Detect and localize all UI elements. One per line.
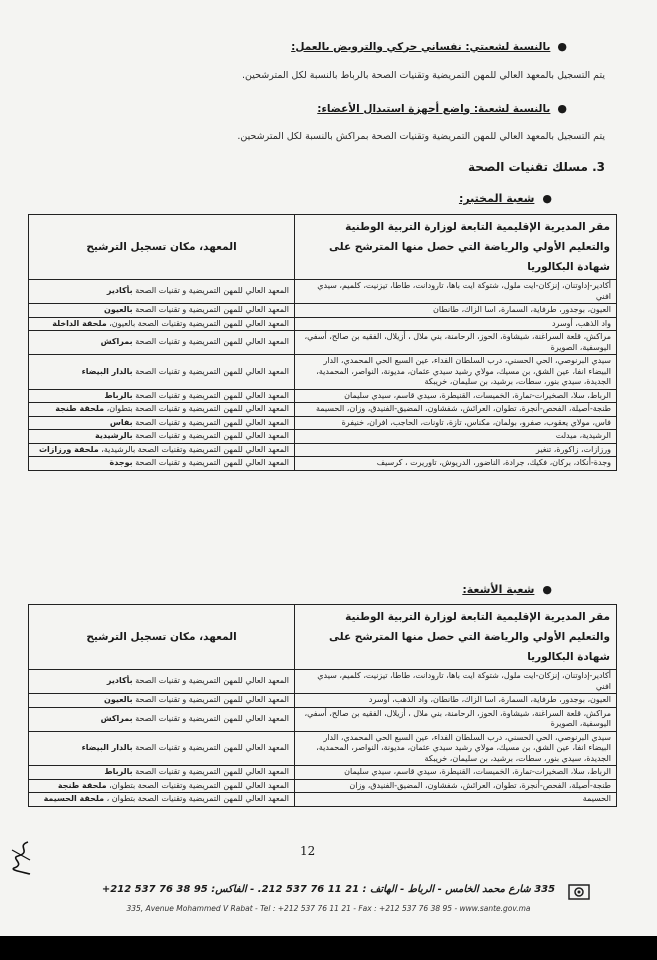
institute-name: المعهد العالي للمهن التمريضية و تقنيات الصحة — [135, 417, 289, 427]
institute-city: بالدار البيضاء — [81, 743, 133, 752]
institute-name: المعهد العالي للمهن التمريضية و تقنيات الصحة — [135, 305, 289, 314]
institute-name: المعهد العالي للمهن التمريضية و تقنيات الصحة — [135, 431, 289, 440]
institute-city: بالعيون — [104, 305, 133, 314]
institute-name: المعهد العالي للمهن التمريضية وتقنيات الصحة بالرشيدية، — [101, 444, 289, 454]
table-row — [29, 430, 617, 444]
header-institute: المعهد، مكان تسجيل الترشيح — [29, 605, 295, 670]
bullet-icon: ● — [542, 583, 552, 596]
directorates-cell: مراكش، قلعة السراغنة، شيشاوة، الحوز، الرحامنة، بني ملال ، أزيلال، الفقيه بن صالح، أسفي، اليوسفية، الصويرة — [295, 331, 617, 355]
institute-cell — [29, 355, 295, 390]
institute-cell — [29, 389, 295, 403]
lab-subtitle — [459, 192, 552, 205]
institute-name: المعهد العالي للمهن التمريضية و تقنيات الصحة بتطوان، — [106, 404, 289, 413]
directorates-cell: أكادير-إداوتنان، إنزكان-ايت ملول، شتوكة ايت باها، تارودانت، طاطا، تيزنيت، كلميم، سيدي افني — [295, 280, 617, 304]
table-row — [29, 389, 617, 403]
bullet-psychomotor-text: بالنسبة لشعبتي: نفساني حركي والترويض بالعمل: — [291, 40, 551, 53]
directorates-cell: الرباط، سلا، الصخيرات-تمارة، الخميسات، القنيطرة، سيدي قاسم، سيدي سليمان — [295, 766, 617, 780]
institute-name: المعهد العالي للمهن التمريضية و تقنيات الصحة — [135, 695, 289, 704]
bullet-icon: ● — [557, 40, 567, 53]
lab-table — [28, 214, 617, 471]
paragraph-prosthesis: يتم التسجيل بالمعهد العالي للمهن التمريضية وتقنيات الصحة بمراكش بالنسبة لكل المترشحين. — [237, 131, 605, 142]
directorates-cell: ورزازات، زاكورة، تنغير — [295, 443, 617, 457]
institute-cell — [29, 430, 295, 444]
institute-city: ملحقة طنجة — [57, 780, 107, 790]
radio-table — [28, 604, 617, 807]
institute-cell — [29, 317, 295, 331]
bottom-border — [0, 936, 657, 960]
institute-city: بالرباط — [104, 390, 133, 400]
table-row — [29, 317, 617, 331]
header-institute: المعهد، مكان تسجيل الترشيح — [29, 215, 295, 280]
directorates-cell: وجدة-أنكاد، بركان، فكيك، جرادة، الناضور، الدريوش، تاوريرت ، كرسيف — [295, 457, 617, 471]
institute-city: بوجدة — [109, 458, 133, 467]
section-title: 3. مسلك تقنيات الصحة — [467, 160, 605, 174]
footer-address-arabic: 335 شارع محمد الخامس - الرباط - الهاتف : 21 11 76 537 212. - الفاكس: 95 38 76 537 212+ — [101, 884, 556, 895]
institute-city: بأكادير — [106, 676, 133, 686]
institute-name: المعهد العالي للمهن التمريضية و تقنيات الصحة — [135, 458, 289, 467]
paragraph-psychomotor: يتم التسجيل بالمعهد العالي للمهن التمريضية وتقنيات الصحة بالرباط بالنسبة لكل المترشحين. — [242, 70, 605, 81]
bullet-psychomotor — [291, 40, 567, 53]
directorates-cell: فاس، مولاي يعقوب، صفرو، بولمان، مكناس، تازة، تاونات، الحاجب، افران، خنيفرة — [295, 416, 617, 430]
table-row — [29, 707, 617, 731]
institute-name: المعهد العالي للمهن التمريضية و تقنيات الصحة — [135, 743, 289, 752]
table-row — [29, 355, 617, 390]
institute-name: المعهد العالي للمهن التمريضية وتقنيات الصحة بالعيون، — [109, 318, 289, 328]
table-row — [29, 766, 617, 780]
radio-subtitle-text: شعبة الأشعة: — [462, 583, 535, 596]
institute-city: ملحقة ورزازات — [39, 444, 99, 454]
signature-mark — [6, 838, 36, 878]
institute-cell — [29, 416, 295, 430]
institute-name: المعهد العالي للمهن التمريضية و تقنيات الصحة — [135, 366, 289, 376]
institute-name: المعهد العالي للمهن التمريضية و تقنيات الصحة — [135, 676, 289, 686]
directorates-cell: الرشيدية، ميدلت — [295, 430, 617, 444]
table-row — [29, 304, 617, 318]
table-row — [29, 416, 617, 430]
bullet-icon: ● — [557, 102, 567, 115]
institute-cell — [29, 766, 295, 780]
directorates-cell: الرباط، سلا، الصخيرات-تمارة، الخميسات، القنيطرة، سيدي قاسم، سيدي سليمان — [295, 389, 617, 403]
institute-city: بفاس — [109, 417, 133, 427]
table-row — [29, 793, 617, 807]
institute-city: بمراكش — [100, 713, 133, 723]
institute-cell — [29, 707, 295, 731]
institute-city: بأكادير — [106, 286, 133, 296]
table-row — [29, 779, 617, 793]
institute-name: المعهد العالي للمهن التمريضية و تقنيات الصحة — [135, 390, 289, 400]
directorates-cell: سيدي البرنوصي، الحي الحسني، درب السلطان الفداء، عين السبع الحي المحمدي، الدار البيضاء انفا، عين الشق، بن مسيك، مولاي رشيد سيدي عثمان، مديونة، النواصر، المحمدية، الجديدة، سيدي بنور، سطات، برشيد، بن سليمان، خريبكة — [295, 355, 617, 390]
institute-cell — [29, 280, 295, 304]
bullet-prosthesis — [317, 102, 567, 115]
bullet-icon: ● — [542, 192, 552, 205]
institute-city: بالرشيدية — [95, 431, 133, 440]
header-directorate: مقر المديرية الإقليمية التابعة لوزارة التربية الوطنية والتعليم الأولي والرياضة التي حصل منها المترشح على شهادة البكالوريا — [295, 215, 617, 280]
table-row — [29, 331, 617, 355]
directorates-cell: مراكش، قلعة السراغنة، شيشاوة، الحوز، الرحامنة، بني ملال ، أزيلال، الفقيه بن صالح، أسفي، اليوسفية، الصويرة — [295, 707, 617, 731]
table-row — [29, 694, 617, 708]
institute-cell — [29, 457, 295, 471]
table-row — [29, 443, 617, 457]
institute-city: ملحقة الحسيمة — [43, 794, 105, 803]
institute-cell — [29, 443, 295, 457]
header-directorate: مقر المديرية الإقليمية التابعة لوزارة التربية الوطنية والتعليم الأولي والرياضة التي حصل منها المترشح على شهادة البكالوريا — [295, 605, 617, 670]
directorates-cell: الحسيمة — [295, 793, 617, 807]
institute-cell — [29, 331, 295, 355]
bullet-prosthesis-text: بالنسبة لشعبة: واضع أجهزة استبدال الأعضاء: — [317, 102, 551, 115]
radio-subtitle — [462, 583, 552, 596]
institute-city: بالرباط — [104, 767, 133, 776]
institute-cell — [29, 731, 295, 766]
table-header-row — [29, 215, 617, 280]
directorates-cell: العيون، بوجدور، طرفاية، السمارة، اسا الزاك، طانطان، واد الذهب، أوسرد — [295, 694, 617, 708]
table-row — [29, 403, 617, 417]
institute-name: المعهد العالي للمهن التمريضية و تقنيات الصحة — [135, 337, 289, 347]
institute-city: بالعيون — [104, 695, 133, 704]
directorates-cell: أكادير-إداوتنان، إنزكان-ايت ملول، شتوكة ايت باها، تارودانت، طاطا، تيزنيت، كلميم، سيدي افني — [295, 670, 617, 694]
institute-cell — [29, 403, 295, 417]
institute-cell — [29, 779, 295, 793]
institute-city: بمراكش — [100, 337, 133, 347]
page-number: 12 — [300, 844, 316, 858]
ministry-logo-icon — [568, 884, 590, 900]
table-header-row — [29, 605, 617, 670]
directorates-cell: العيون، بوجدور، طرفاية، السمارة، اسا الزاك، طانطان — [295, 304, 617, 318]
institute-cell — [29, 793, 295, 807]
table-row — [29, 457, 617, 471]
institute-name: المعهد العالي للمهن التمريضية وتقنيات الصحة بتطوان ، — [106, 794, 289, 803]
institute-name: المعهد العالي للمهن التمريضية و تقنيات الصحة — [135, 713, 289, 723]
directorates-cell: طنجة-أصيلة، الفحص-أنجرة، تطوان، العرائش، شفشاون، المضيق-الفنيدق، وزان، الحسيمة — [295, 403, 617, 417]
directorates-cell: سيدي البرنوصي، الحي الحسني، درب السلطان الفداء، عين السبع الحي المحمدي، الدار البيضاء انفا، عين الشق، بن مسيك، مولاي رشيد سيدي عثمان، مديونة، النواصر، المحمدية، الجديدة، سيدي بنور، سطات، برشيد، بن سليمان، خريبكة — [295, 731, 617, 766]
table-row — [29, 731, 617, 766]
institute-cell — [29, 670, 295, 694]
footer-address-french: 335, Avenue Mohammed V Rabat - Tel : +212 537 76 11 21 - Fax : +212 537 76 38 95 - www.sante.gov.ma — [126, 904, 531, 913]
directorates-cell: واد الذهب، أوسرد — [295, 317, 617, 331]
institute-city: بالدار البيضاء — [81, 366, 133, 376]
institute-name: المعهد العالي للمهن التمريضية و تقنيات الصحة — [135, 286, 289, 296]
institute-name: المعهد العالي للمهن التمريضية وتقنيات الصحة بتطوان، — [109, 780, 289, 790]
table-row — [29, 670, 617, 694]
institute-name: المعهد العالي للمهن التمريضية و تقنيات الصحة — [135, 767, 289, 776]
table-row — [29, 280, 617, 304]
lab-subtitle-text: شعبة المختبر: — [458, 192, 535, 205]
directorates-cell: طنجة-أصيلة، الفحص-أنجرة، تطوان، العرائش، شفشاون، المضيق-الفنيدق، وزان — [295, 779, 617, 793]
institute-cell — [29, 304, 295, 318]
institute-city: ملحقة الداخلة — [52, 318, 107, 328]
institute-cell — [29, 694, 295, 708]
institute-city: ملحقة طنجة — [55, 404, 105, 413]
